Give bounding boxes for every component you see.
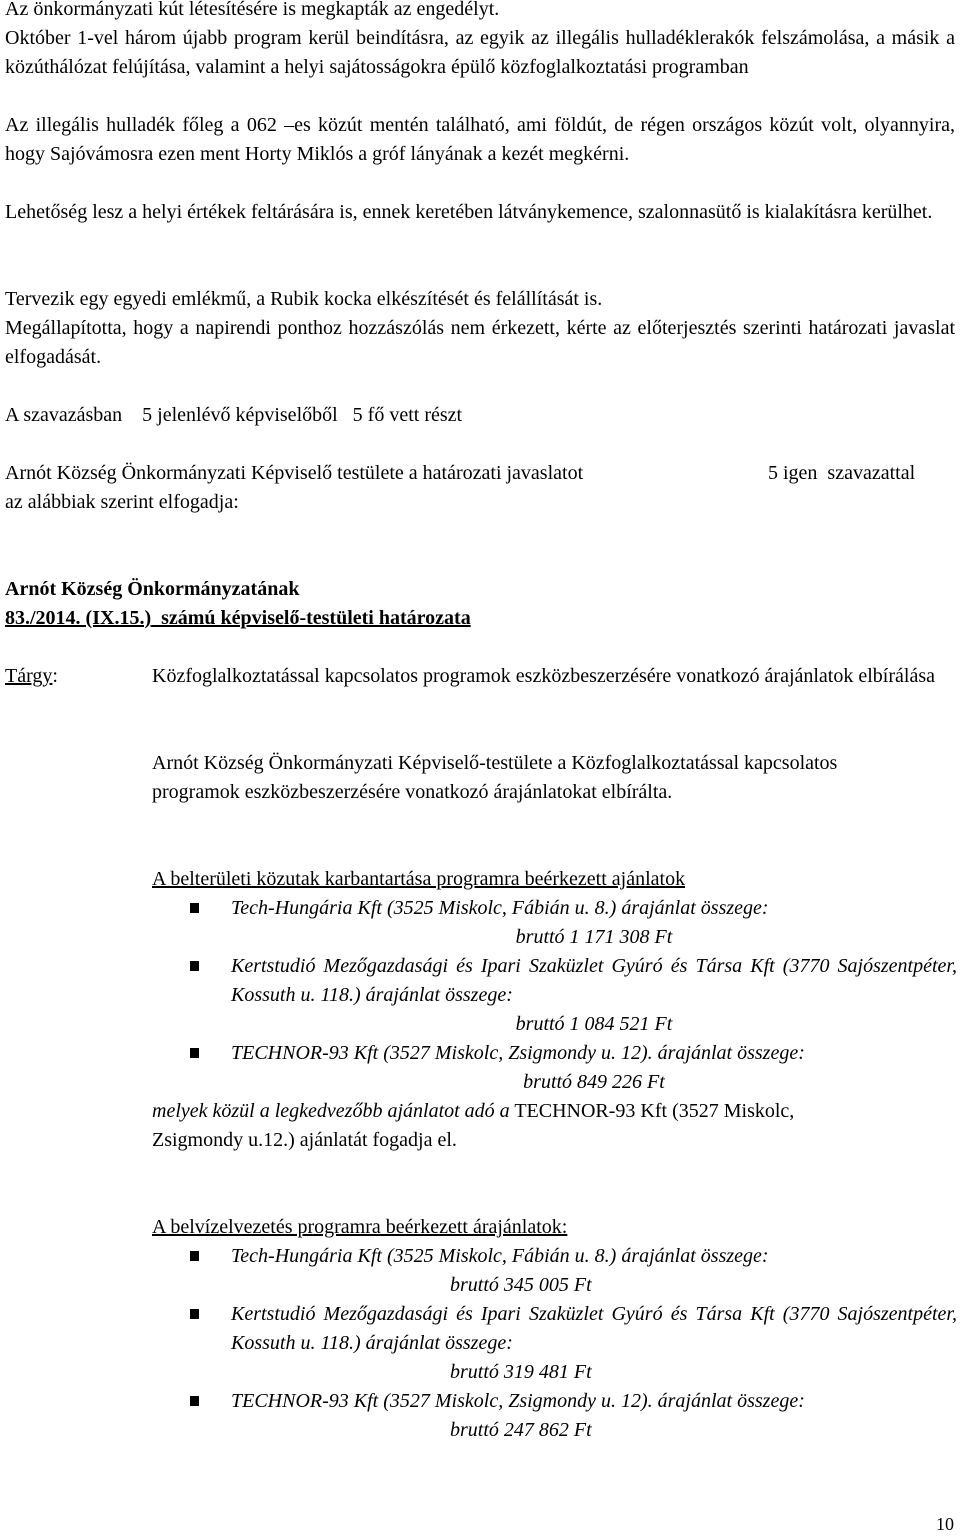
list-item <box>152 1300 957 1387</box>
offer-text: Tech-Hungária Kft (3525 Miskolc, Fábián u. 8.) árajánlat összege: <box>231 1245 769 1267</box>
subject-text: Közfoglalkoztatással kapcsolatos programok eszközbeszerzésére vonatkozó árajánlatok elbírálása <box>152 665 935 687</box>
offer-amount: bruttó 849 226 Ft <box>523 1071 665 1093</box>
page-number: 10 <box>936 1514 954 1534</box>
resolution-title <box>5 604 955 633</box>
offer-text: TECHNOR-93 Kft (3527 Miskolc, Zsigmondy u. 12). árajánlat összege: <box>231 1042 805 1064</box>
offer-amount: bruttó 319 481 Ft <box>450 1361 592 1383</box>
list-item <box>152 894 957 952</box>
subject-label: Tárgy <box>5 665 53 687</box>
bullet-square-icon <box>190 1048 199 1058</box>
decision-statement: Arnót Község Önkormányzati Képviselő testülete a határozati javaslatot <box>5 462 584 484</box>
resolution-title-text: számú képviselő-testületi határozata <box>151 607 471 629</box>
paragraph-local-values: Lehetőség lesz a helyi értékek feltárására is, ennek keretében látványkemence, szalonnasütő is kialakításra kerülhet. <box>5 201 933 223</box>
offer-text: Kertstudió Mezőgazdasági és Ipari Szaküzlet Gyúró és Társa Kft (3770 Sajószentpéter, Kossuth u. 118.) árajánlat összege: <box>231 955 957 1006</box>
offer-amount: bruttó 345 005 Ft <box>450 1274 592 1296</box>
paragraph-well-permit: Az önkormányzati kút létesítésére is megkapták az engedélyt. <box>5 0 500 20</box>
list-item <box>152 952 957 1039</box>
offer-amount: bruttó 1 171 308 Ft <box>515 926 673 948</box>
bullet-square-icon <box>190 1396 199 1406</box>
subject-label-line <box>5 662 125 691</box>
section1-conclusion <box>152 1097 872 1155</box>
paragraph-rubik-monument: Tervezik egy egyedi emlékmű, a Rubik kocka elkészítését és felállítását is. <box>5 288 603 310</box>
section2-offer-list <box>152 1242 957 1445</box>
subject-colon: : <box>52 665 58 687</box>
section1-offer-list <box>152 894 957 1097</box>
paragraph-no-comments: Megállapította, hogy a napirendi ponthoz hozzászólás nem érkezett, kérte az előterjesztés szerinti határozati javaslat elfogadását. <box>5 317 955 368</box>
resolution-number: 83./2014. (IX.15.) <box>5 607 152 629</box>
offer-text: Tech-Hungária Kft (3525 Miskolc, Fábián u. 8.) árajánlat összege: <box>231 897 769 919</box>
section1-title: A belterületi közutak karbantartása programra beérkezett ajánlatok <box>152 868 686 890</box>
body-intro: Arnót Község Önkormányzati Képviselő-testülete a Közfoglalkoztatással kapcsolatos programok eszközbeszerzésére vonatkozó árajánlatokat elbírálta. <box>152 752 838 803</box>
resolution-heading: Arnót Község Önkormányzatának <box>5 578 300 600</box>
paragraph-new-programs: Október 1-vel három újabb program kerül beindításra, az egyik az illegális hulladéklerakók felszámolása, a másik a közúthálózat felújítása, valamint a helyi sajátosságokra épülő közfoglalkoztatási programban <box>5 27 955 78</box>
conclusion-italic: melyek közül a legkedvezőbb ajánlatot adó a <box>152 1100 510 1122</box>
conclusion-rest: TECHNOR-93 Kft (3527 Miskolc, Zsigmondy u.12.) ajánlatát fogadja el. <box>152 1100 795 1151</box>
offer-text: TECHNOR-93 Kft (3527 Miskolc, Zsigmondy u. 12). árajánlat összege: <box>231 1390 805 1412</box>
decision-accept: az alábbiak szerint elfogadja: <box>5 491 239 513</box>
bullet-square-icon <box>190 961 199 971</box>
list-item <box>152 1039 957 1097</box>
list-item <box>152 1242 957 1300</box>
paragraph-illegal-waste: Az illegális hulladék főleg a 062 –es közút mentén található, ami földút, de régen országos közút volt, olyannyira, hogy Sajóvámosra ezen ment Horty Miklós a gróf lányának a kezét megkérni. <box>5 114 955 165</box>
offer-text: Kertstudió Mezőgazdasági és Ipari Szaküzlet Gyúró és Társa Kft (3770 Sajószentpéter, Kossuth u. 118.) árajánlat összege: <box>231 1303 957 1354</box>
bullet-square-icon <box>190 1251 199 1261</box>
bullet-square-icon <box>190 903 199 913</box>
offer-amount: bruttó 247 862 Ft <box>450 1419 592 1441</box>
offer-amount: bruttó 1 084 521 Ft <box>515 1013 673 1035</box>
list-item <box>152 1387 957 1445</box>
bullet-square-icon <box>190 1309 199 1319</box>
section2-title: A belvízelvezetés programra beérkezett árajánlatok: <box>152 1216 568 1238</box>
decision-votes: 5 igen szavazattal <box>768 462 916 484</box>
vote-participation: A szavazásban 5 jelenlévő képviselőből 5 fő vett részt <box>5 404 463 426</box>
